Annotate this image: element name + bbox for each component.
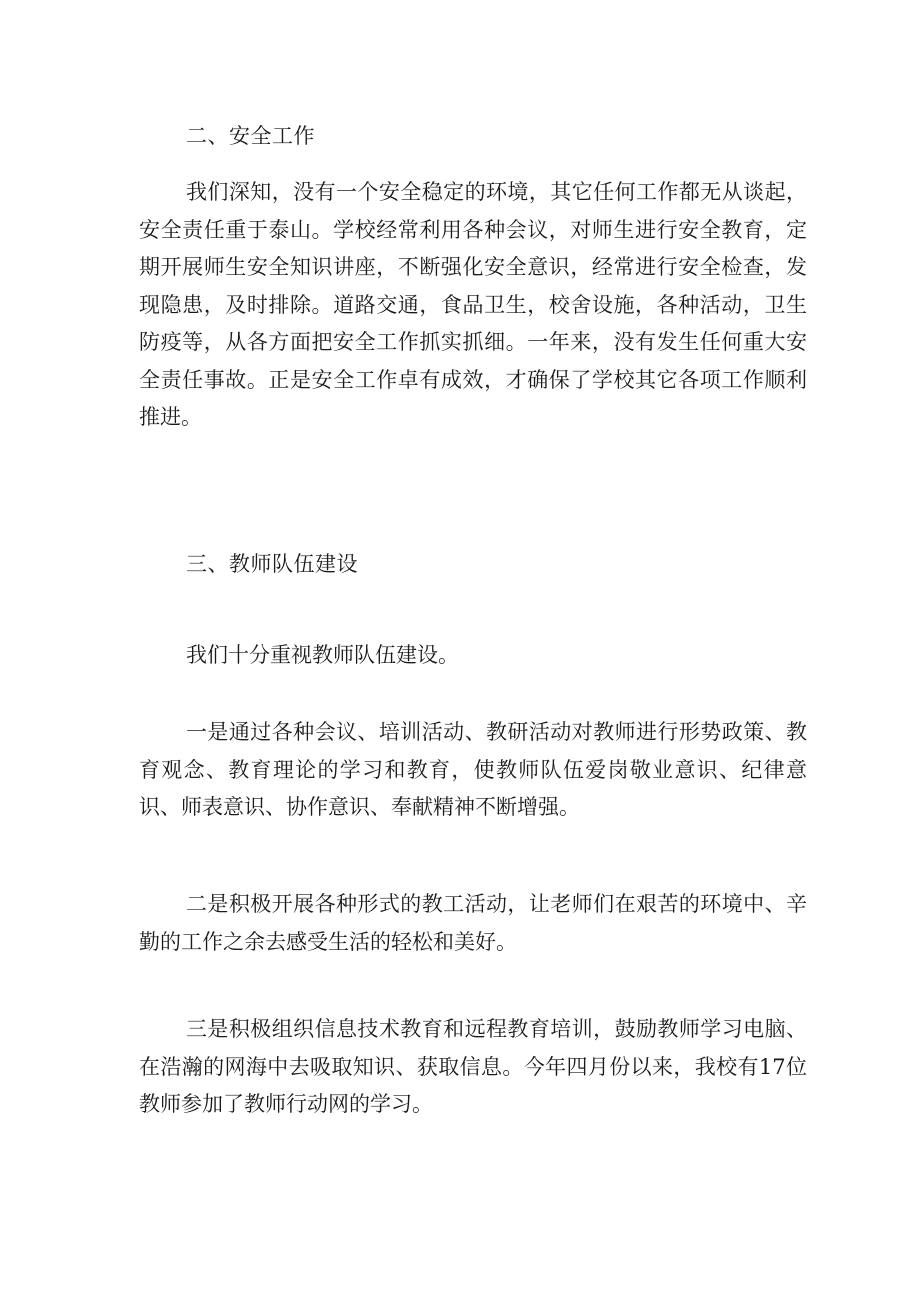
paragraph-teachers-one [139,714,807,827]
paragraph-text: 我们十分重视教师队伍建设。 [186,643,459,667]
paragraph-text: 我们深知，没有一个安全稳定的环境，其它任何工作都无从谈起，安全责任重于泰山。学校经常利用各种会议，对师生进行安全教育，定期开展师生安全知识讲座，不断强化安全意识，经常进行安全检查，发现隐患，及时排除。道路交通，食品卫生，校舍设施，各种活动，卫生防疫等，从各方面把安全工作抓实抓细。一年来，没有发生任何重大安全责任事故。正是安全工作卓有成效，才确保了学校其它各项工作顺利推进。 [139,180,807,429]
section-heading-teachers: 三、教师队伍建设 [186,552,358,576]
paragraph-teachers-three [139,1011,807,1124]
paragraph-safety [139,174,807,437]
section-heading-safety: 二、安全工作 [186,124,315,148]
paragraph-text: 三是积极组织信息技术教育和远程教育培训，鼓励教师学习电脑、在浩瀚的网海中去吸取知识、获取信息。今年四月份以来，我校有17位教师参加了教师行动网的学习。 [139,1017,807,1116]
paragraph-teachers-two [139,886,807,961]
paragraph-text: 一是通过各种会议、培训活动、教研活动对教师进行形势政策、教育观念、教育理论的学习和教育，使教师队伍爱岗敬业意识、纪律意识、师表意识、协作意识、奉献精神不断增强。 [139,720,807,819]
paragraph-text: 二是积极开展各种形式的教工活动，让老师们在艰苦的环境中、辛勤的工作之余去感受生活的轻松和美好。 [139,892,807,954]
paragraph-teachers-intro [139,637,807,675]
